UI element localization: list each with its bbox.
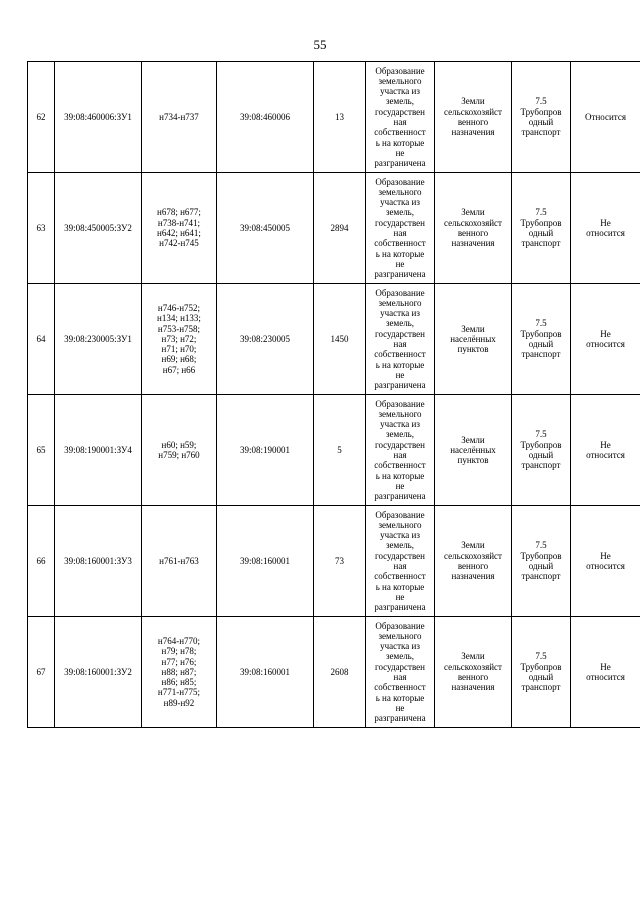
land-plots-table	[27, 61, 640, 728]
formation-method-cell: Образование земельного участка из земель, государствен ная собственност ь на которые не разграничена	[366, 506, 435, 617]
area-cell: 1450	[314, 284, 366, 395]
permitted-use-cell: 7.5 Трубопров одный транспорт	[512, 62, 571, 173]
area-cell: 2608	[314, 617, 366, 728]
table-body	[28, 62, 640, 728]
row-index-cell: 62	[28, 62, 55, 173]
formation-method-cell: Образование земельного участка из земель, государствен ная собственност ь на которые не разграничена	[366, 617, 435, 728]
land-category-cell: Земли сельскохозяйст венного назначения	[435, 62, 512, 173]
cadastral-quarter-cell: 39:08:450005	[217, 173, 314, 284]
land-category-cell: Земли населённых пунктов	[435, 395, 512, 506]
permitted-use-cell: 7.5 Трубопров одный транспорт	[512, 617, 571, 728]
area-cell: 2894	[314, 173, 366, 284]
row-index-cell: 63	[28, 173, 55, 284]
table-row	[28, 617, 640, 728]
land-category-cell: Земли сельскохозяйст венного назначения	[435, 173, 512, 284]
land-category-cell: Земли населённых пунктов	[435, 284, 512, 395]
table-row	[28, 173, 640, 284]
row-index-cell: 66	[28, 506, 55, 617]
cadastral-quarter-cell: 39:08:460006	[217, 62, 314, 173]
points-cell: н764-н770; н79; н78; н77; н76; н88; н87; н86; н85; н771-н775; н89-н92	[142, 617, 217, 728]
cadastral-quarter-cell: 39:08:230005	[217, 284, 314, 395]
permitted-use-cell: 7.5 Трубопров одный транспорт	[512, 395, 571, 506]
permitted-use-cell: 7.5 Трубопров одный транспорт	[512, 506, 571, 617]
status-cell: Не относится	[571, 506, 640, 617]
area-cell: 73	[314, 506, 366, 617]
cadastral-quarter-cell: 39:08:190001	[217, 395, 314, 506]
land-category-cell: Земли сельскохозяйст венного назначения	[435, 506, 512, 617]
table-row	[28, 395, 640, 506]
status-cell: Не относится	[571, 395, 640, 506]
permitted-use-cell: 7.5 Трубопров одный транспорт	[512, 173, 571, 284]
formation-method-cell: Образование земельного участка из земель, государствен ная собственност ь на которые не разграничена	[366, 284, 435, 395]
area-cell: 13	[314, 62, 366, 173]
points-cell: н746-н752; н134; н133; н753-н758; н73; н72; н71; н70; н69; н68; н67; н66	[142, 284, 217, 395]
cadastral-zu-cell: 39:08:450005:ЗУ2	[55, 173, 142, 284]
formation-method-cell: Образование земельного участка из земель, государствен ная собственност ь на которые не разграничена	[366, 395, 435, 506]
cadastral-zu-cell: 39:08:190001:ЗУ4	[55, 395, 142, 506]
points-cell: н678; н677; н738-н741; н642; н641; н742-н745	[142, 173, 217, 284]
points-cell: н761-н763	[142, 506, 217, 617]
formation-method-cell: Образование земельного участка из земель, государствен ная собственност ь на которые не разграничена	[366, 173, 435, 284]
status-cell: Не относится	[571, 617, 640, 728]
row-index-cell: 64	[28, 284, 55, 395]
cadastral-zu-cell: 39:08:230005:ЗУ1	[55, 284, 142, 395]
row-index-cell: 67	[28, 617, 55, 728]
formation-method-cell: Образование земельного участка из земель, государствен ная собственност ь на которые не разграничена	[366, 62, 435, 173]
points-cell: н734-н737	[142, 62, 217, 173]
table-row	[28, 284, 640, 395]
permitted-use-cell: 7.5 Трубопров одный транспорт	[512, 284, 571, 395]
points-cell: н60; н59; н759; н760	[142, 395, 217, 506]
cadastral-quarter-cell: 39:08:160001	[217, 506, 314, 617]
page-number: 55	[313, 37, 327, 52]
status-cell: Не относится	[571, 284, 640, 395]
cadastral-quarter-cell: 39:08:160001	[217, 617, 314, 728]
table-row	[28, 506, 640, 617]
row-index-cell: 65	[28, 395, 55, 506]
cadastral-zu-cell: 39:08:160001:ЗУ3	[55, 506, 142, 617]
land-category-cell: Земли сельскохозяйст венного назначения	[435, 617, 512, 728]
cadastral-zu-cell: 39:08:160001:ЗУ2	[55, 617, 142, 728]
area-cell: 5	[314, 395, 366, 506]
status-cell: Не относится	[571, 173, 640, 284]
cadastral-zu-cell: 39:08:460006:ЗУ1	[55, 62, 142, 173]
table-row	[28, 62, 640, 173]
status-cell: Относится	[571, 62, 640, 173]
